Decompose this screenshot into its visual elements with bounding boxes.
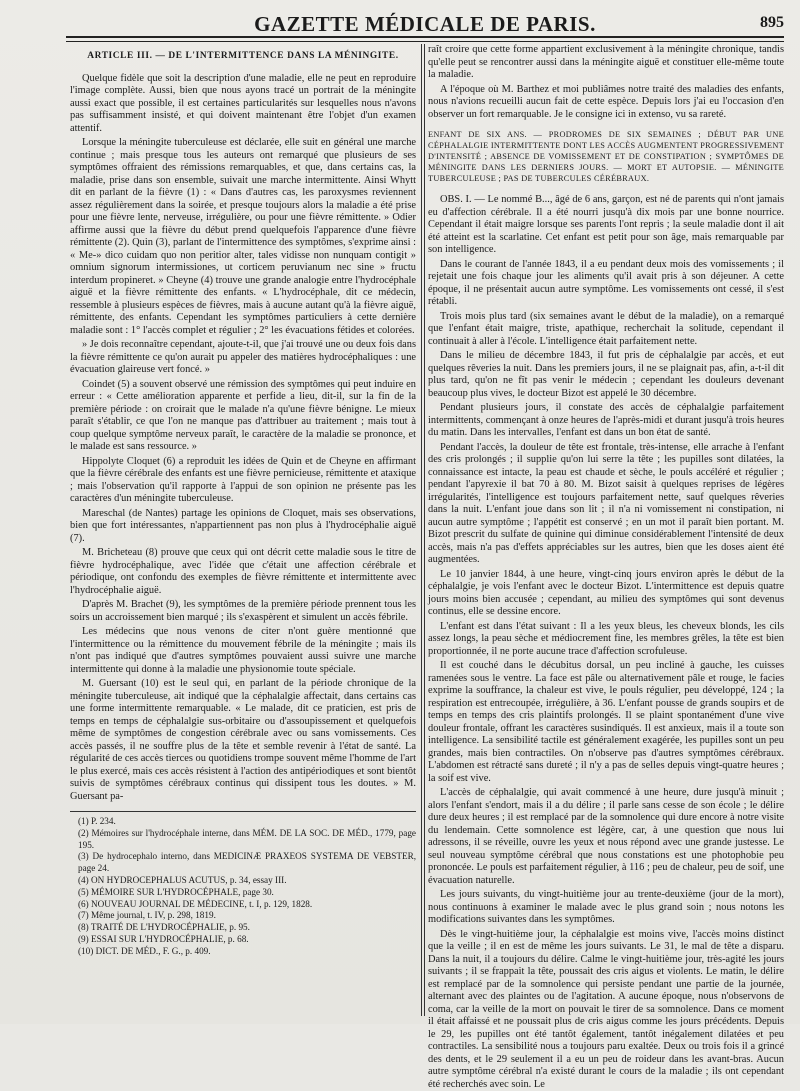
body-paragraph: Pendant plusieurs jours, il constate des accès de céphalalgie parfaitement intermittents, commençant à onze heures de l'après-midi et durant jusqu'à trois heures du matin. Dans les intervalles, l'enfant est dans un bon état de santé. bbox=[428, 402, 784, 440]
body-paragraph: Dans le courant de l'année 1843, il a eu pendant deux mois des vomissements ; il rejetait une fois chaque jour les aliments qu'il avait pris à son déjeuner. A cette époque, il ne présentait aucun autre symptôme. Les vomissements ont cessé, il s'est rétabli. bbox=[428, 259, 784, 309]
body-paragraph: Dès le vingt-huitième jour, la céphalalgie est moins vive, l'accès moins distinct que la veille ; il en est de même les jours suivants. Le 31, le mal de tête a disparu. Dans la nuit, il a toujours du délire. Calme le vingt-huitième jour, très-agité les jours suivants ; il se frappait la tête, poussait des cris aigus et violents. Le matin, le délire est remplacé par de la somnolence qui persiste pendant une partie de la journée, alternant avec des plaintes ou de l'agitation. A aucune époque, nous n'observons de coma, car la veille de la mort on pouvait le tirer de sa somnolence. Dans ce moment il était affaissé et ne poussait plus de cris aigus comme les jours précédents. Depuis le 29, les pupilles ont été tantôt également, tantôt inégalement dilatées et peu contractiles. La sensibilité nous a toujours paru exaltée. Deux ou trois fois il a grincé des dents, et le 29 seulement il a eu un peu de roideur dans les avant-bras. Aucun autre symptôme cérébral n'a existé durant le cours de la maladie ; ils ont cependant été recherchés avec soin. Le bbox=[428, 929, 784, 1091]
footnote: (7) Même journal, t. IV, p. 298, 1819. bbox=[70, 910, 416, 922]
footnotes bbox=[70, 816, 416, 958]
column-divider bbox=[421, 44, 425, 1016]
body-paragraph: Lorsque la méningite tuberculeuse est déclarée, elle suit en général une marche continue ; mais presque tous les auteurs ont remarqué que plusieurs de ses symptômes offraient des rémissions remarquables, et que, dans certains cas, la maladie, prise dans son ensemble, suivait une marche intermittente. Ainsi Whytt dit en parlant de la fièvre (1) : « Dans d'autres cas, les paroxysmes reviennent assez régulièrement dans la soirée, et presque toujours alors la maladie a été prise pour une fièvre lente, nerveuse, irrégulière, ou pour une fièvre rémittente. » Odier affirme aussi que la fièvre du début prend quelquefois l'apparence d'une fièvre rémittente (2). Quin (3), parlant de l'intermittence des symptômes, s'exprime ainsi : « Me-» dico cuidam quo non peritior alter, tales vidisse non nunquam contigit » omnium signorum intermissiones, ut corticem peruvianum nec sine » fructu interdum propineret. » Cheyne (4) trouve une grande analogie entre l'hydrocéphale aiguë et la fièvre rémittente des enfants. « L'hydrocéphale, dit ce médecin, ressemble à plusieurs espèces de fièvres, mais à aucune autant qu'à la fièvre aiguë, rémittente, des enfants. Cependant les symptômes particuliers à cette dernière maladie sont : 1° l'accès complet et régulier ; 2° les évacuations fétides et colorées. bbox=[70, 137, 416, 337]
body-paragraph: raît croire que cette forme appartient exclusivement à la méningite chronique, tandis qu'elle peut se rencontrer aussi dans la méningite aiguë et constituer elle-même toute la maladie. bbox=[428, 44, 784, 82]
body-paragraph: Coindet (5) a souvent observé une rémission des symptômes qui peut induire en erreur : « Cette amélioration apparente et perfide a lieu, dit-il, sur la fin de la première période : on croirait que le malade n'a qu'une fièvre bénigne. Le mieux paraît s'établir, ce que l'on ne manque pas d'attribuer au traitement ; mais tout à coup quelque symptôme nerveux paraît, le caractère de la maladie se prononce, et le malade est sans ressource. » bbox=[70, 379, 416, 454]
body-paragraph: » Je dois reconnaître cependant, ajoute-t-il, que j'ai trouvé une ou deux fois dans la fièvre rémittente ce qu'on aurait pu appeler des matières hydrocéphaliques : une évacuation glaireuse vert foncé. » bbox=[70, 339, 416, 377]
journal-title: GAZETTE MÉDICALE DE PARIS. bbox=[66, 12, 784, 37]
body-paragraph: A l'époque où M. Barthez et moi publiâmes notre traité des maladies des enfants, nous n'avions recueilli aucun fait de cette espèce. Depuis lors j'ai eu l'occasion d'en observer un fort remarquable. Je le consigne ici in extenso, vu sa rareté. bbox=[428, 84, 784, 122]
body-paragraph: Le 10 janvier 1844, à une heure, vingt-cinq jours environ après le début de la céphalalgie, je vois l'enfant avec le docteur Bizot. L'intermittence est depuis quatre jours moins bien accusée ; cependant, au milieu des symptômes qui sont devenus continus, elle se dessine encore. bbox=[428, 569, 784, 619]
right-column bbox=[428, 44, 784, 1016]
left-column bbox=[70, 44, 416, 1016]
body-paragraph: Trois mois plus tard (six semaines avant le début de la maladie), on a remarqué que l'enfant était maigre, triste, apathique, recherchait la solitude, cependant il continuait à aller à l'école. L'intelligence était parfaitement nette. bbox=[428, 311, 784, 349]
footnote: (4) ON HYDROCEPHALUS ACUTUS, p. 34, essay III. bbox=[70, 875, 416, 887]
footnote: (10) DICT. DE MÉD., F. G., p. 409. bbox=[70, 946, 416, 958]
header-rule bbox=[66, 36, 784, 42]
page-number: 895 bbox=[760, 14, 784, 32]
footnote: (8) TRAITÉ DE L'HYDROCÉPHALIE, p. 95. bbox=[70, 922, 416, 934]
body-paragraph: Hippolyte Cloquet (6) a reproduit les idées de Quin et de Cheyne en affirmant que la fièvre cérébrale des enfants est une fièvre pernicieuse, rémittente et ataxique ; mais l'observation qu'il rapporte à l'appui de son opinion ne présente pas les caractères d'un méningite tuberculeuse. bbox=[70, 456, 416, 506]
body-paragraph: M. Guersant (10) est le seul qui, en parlant de la période chronique de la méningite tuberculeuse, ait indiqué que la céphalalgie affectait, dans certains cas une forme intermittente remarquable. « Le malade, dit ce praticien, est pris de temps en temps de céphalalgie sus-orbitaire ou d'assoupissement et quelquefois même de symptômes de congestion cérébrale avec ou sans vomissements. Ces accès passés, il ne souffre plus de la tête et semble revenir à l'état de santé. La régularité de ces accès tierces ou quotidiens trompe souvent même l'homme de l'art le plus exercé, mais ces accès résistent à l'action des antipériodiques et sont bientôt suivis de symptômes cérébraux continus qui dissipent tous les doutes. » M. Guersant pa- bbox=[70, 678, 416, 803]
body-paragraph: Mareschal (de Nantes) partage les opinions de Cloquet, mais ses observations, bien que fort intéressantes, n'appartiennent pas non plus à l'hydrocéphalie aiguë (7). bbox=[70, 508, 416, 546]
footnote: (1) P. 234. bbox=[70, 816, 416, 828]
footnote: (9) ESSAI SUR L'HYDROCÉPHALIE, p. 68. bbox=[70, 934, 416, 946]
footnote: (3) De hydrocephalo interno, dans MEDICINÆ PRAXEOS SYSTEMA DE VEBSTER, page 24. bbox=[70, 851, 416, 875]
footnote: (6) NOUVEAU JOURNAL DE MÉDECINE, t. I, p. 129, 1828. bbox=[70, 899, 416, 911]
body-paragraph: Il est couché dans le décubitus dorsal, un peu incliné à gauche, les cuisses ramenées sous le ventre. La face est pâle ou alternativement pâle et rouge, le facies exprime la souffrance, la chaleur est vive, le pouls régulier, peu développé, 124 ; la respiration est entrecoupée, irrégulière, à 36. L'enfant pousse de grands soupirs et de temps en temps des cris plaintifs prolongés. Il se plaint spontanément d'une vive douleur frontale, offrant les caractères susindiqués. Il est anxieux, mais il a toute son intelligence. La sensibilité tactile est généralement exagérée, les pupilles sont un peu grandes, mais bien contractiles. On n'observe pas d'autres symptômes cérébraux. L'abdomen est rétracté sans dureté ; il n'y a pas de selles depuis vingt-quatre heures ; la soif est vive. bbox=[428, 660, 784, 785]
article-heading: ARTICLE III. — DE L'INTERMITTENCE DANS LA MÉNINGITE. bbox=[70, 50, 416, 63]
body-paragraph: L'accès de céphalalgie, qui avait commencé à une heure, dure jusqu'à minuit ; alors l'enfant s'endort, mais il a du délire ; il parle sans cesse de son école ; le délire dure deux heures ; il est remplacé par de la somnolence qui dure encore à notre visite du lendemain. Cette somnolence est légère, car, à une question que nous lui adressons, il se réveille, ouvre les yeux et nous répond avec une grande justesse. Le seul nouveau symptôme cérébral que nous constations est une photophobie peu prononcée. Le pouls est parfaitement régulier, à 116 ; peu de chaleur, peu de soif, une évacuation naturelle. bbox=[428, 787, 784, 887]
body-paragraph: M. Bricheteau (8) prouve que ceux qui ont décrit cette maladie sous le titre de fièvre hydrocéphalique, avec l'idée que c'était une affection cérébrale et périodique, ont confondu des exemples de fièvre rémittente et intermittente avec l'hydrocéphalie aiguë. bbox=[70, 547, 416, 597]
masthead bbox=[66, 8, 784, 38]
body-paragraph: Dans le milieu de décembre 1843, il fut pris de céphalalgie par accès, et eut quelques rêveries la nuit. Dans les premiers jours, il ne se plaignait pas, afin, a-t-il dit plus tard, qu'on ne fît pas venir le médecin ; cependant les douleurs devenant beaucoup plus vives, le docteur Bizot est appelé le 30 décembre. bbox=[428, 350, 784, 400]
body-paragraph: D'après M. Brachet (9), les symptômes de la première période prennent tous les soirs un accroissement bien marqué ; ils s'exaspèrent et simulent un accès fébrile. bbox=[70, 599, 416, 624]
footnote-rule bbox=[70, 811, 416, 812]
case-heading: ENFANT DE SIX ANS. — PRODROMES DE SIX SEMAINES ; DÉBUT PAR UNE CÉPHALALGIE INTERMITTENTE DONT LES ACCÈS AUGMENTENT PROGRESSIVEMENT D'INTENSITÉ ; ABSENCE DE VOMISSEMENT ET DE CONSTIPATION ; SYMPTÔMES DE MÉNINGITE DANS LES DERNIERS JOURS. — MORT ET AUTOPSIE. — MÉNINGITE TUBERCULEUSE ; PAS DE TUBERCULES CÉRÉBRAUX. bbox=[428, 129, 784, 184]
body-paragraph: Les jours suivants, du vingt-huitième jour au trente-deuxième (jour de la mort), nous continuons à examiner le malade avec le plus grand soin ; nous notons les modifications suivantes dans les symptômes. bbox=[428, 889, 784, 927]
footnote: (2) Mémoires sur l'hydrocéphale interne, dans MÉM. DE LA SOC. DE MÉD., 1779, page 195. bbox=[70, 828, 416, 852]
body-paragraph: Quelque fidèle que soit la description d'une maladie, elle ne peut en reproduire l'image complète. Aussi, bien que nous ayons tracé un portrait de la méningite aussi exact que possible, il est certaines particularités sur lesquelles nous n'avons pas suffisamment insisté, et qui doivent maintenant être l'objet d'un examen attentif. bbox=[70, 73, 416, 136]
footnote: (5) MÉMOIRE SUR L'HYDROCÉPHALE, page 30. bbox=[70, 887, 416, 899]
body-paragraph: OBS. I. — Le nommé B..., âgé de 6 ans, garçon, est né de parents qui n'ont jamais eu d'affection cérébrale. Il a été nourri jusqu'à dix mois par une bonne nourrice. Cependant il était maigre lorsque ses parents l'ont repris ; la seule maladie dont il ait été atteint est la scarlatine. Cet enfant est petit pour son âge, mais remarquable par son intelligence. bbox=[428, 194, 784, 257]
body-paragraph: L'enfant est dans l'état suivant : Il a les yeux bleus, les cheveux blonds, les cils assez longs, la peau sèche et médiocrement fine, les membres grêles, la tête est bien proportionnée, il ne porte aucune trace d'affection scrofuleuse. bbox=[428, 621, 784, 659]
body-paragraph: Les médecins que nous venons de citer n'ont guère mentionné que l'intermittence ou la rémittence du mouvement fébrile de la méningite ; mais ils n'ont pas indiqué que d'autres symptômes pouvaient aussi suivre une marche intermittente qui donne à la maladie une physionomie toute spéciale. bbox=[70, 626, 416, 676]
body-paragraph: Pendant l'accès, la douleur de tête est frontale, très-intense, elle arrache à l'enfant des cris prolongés ; il supplie qu'on lui serre la tête ; les pupilles sont dilatées, la connaissance est intacte, la peau est chaude et sèche, le pouls accéléré et régulier ; pendant l'apyrexie il bat 70 à 80. M. Bizot saisit à quelques reprises de légères irrégularités, l'intelligence est toujours parfaitement nette, sauf quelques rêveries dans la nuit. L'enfant joue dans son lit ; il n'a ni vomissement ni constipation, ni aucun autre symptôme ; l'appétit est conservé ; en un mot il paraît bien portant. M. Bizot prescrit du sulfate de quinine qui diminue considérablement l'intensité de deux accès, mais n'a pas d'effets appréciables sur les autres, bien que les doses aient été augmentées. bbox=[428, 442, 784, 567]
